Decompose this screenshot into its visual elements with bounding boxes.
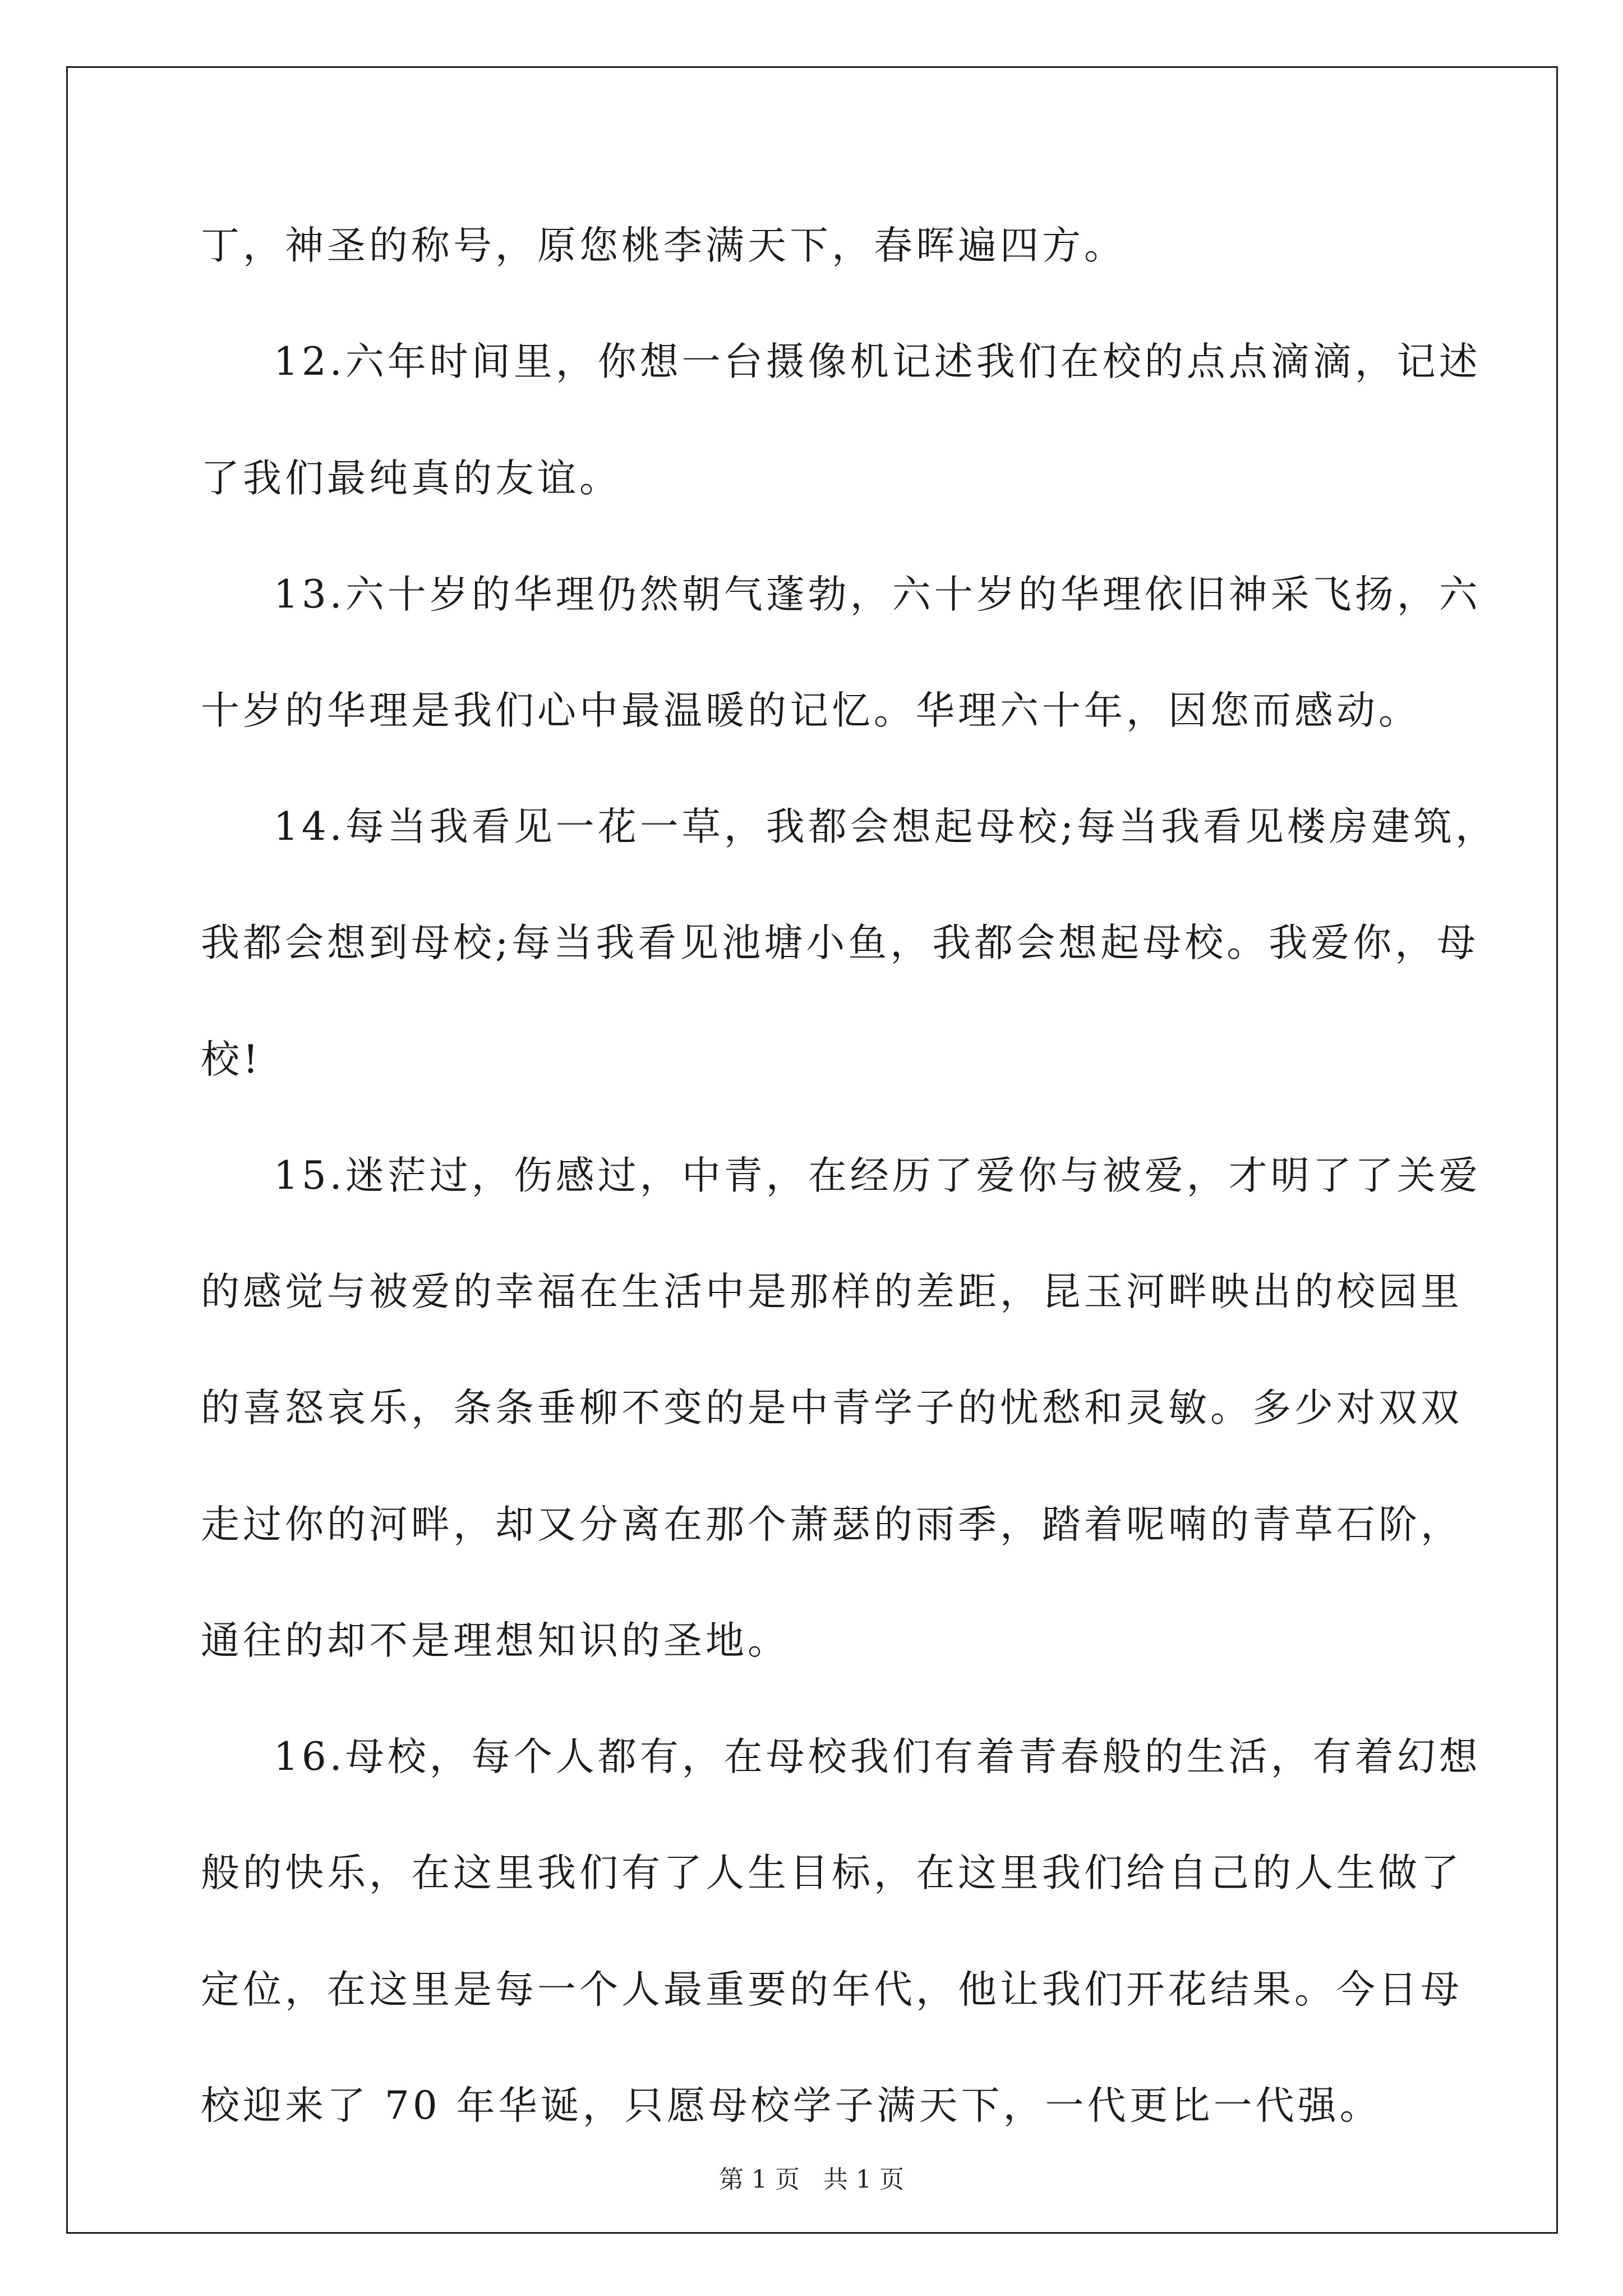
page-total: 共 1 页 [823, 2165, 904, 2194]
text-line: 的喜怒哀乐，条条垂柳不变的是中青学子的忧愁和灵敏。多少对双双 [201, 1386, 1463, 1430]
text-line: 般的快乐，在这里我们有了人生目标，在这里我们给自己的人生做了 [201, 1851, 1463, 1895]
paragraph-14-line: 14.每当我看见一花一草，我都会想起母校;每当我看见楼房建筑， [274, 804, 1497, 849]
text-line: 的感觉与被爱的幸福在生活中是那样的差距，昆玉河畔映出的校园里 [201, 1269, 1463, 1314]
paragraph-12-line: 12.六年时间里，你想一台摄像机记述我们在校的点点滴滴，记述 [274, 339, 1481, 384]
text-line: 校! [201, 1037, 262, 1082]
text-line: 定位，在这里是每一个人最重要的年代，他让我们开花结果。今日母 [201, 1967, 1463, 2012]
page-footer [0, 2164, 1623, 2196]
text-line: 我都会想到母校;每当我看见池塘小鱼，我都会想起母校。我爱你，母 [201, 921, 1479, 965]
text-line: 走过你的河畔，却又分离在那个萧瑟的雨季，踏着呢喃的青草石阶， [201, 1502, 1463, 1547]
page-border [66, 66, 1558, 2234]
page-number: 第 1 页 [719, 2165, 800, 2194]
text-line: 十岁的华理是我们心中最温暖的记忆。华理六十年，因您而感动。 [201, 688, 1421, 733]
text-line: 丁，神圣的称号，原您桃李满天下，春晖遍四方。 [201, 223, 1126, 268]
paragraph-16-line: 16.母校，每个人都有，在母校我们有着青春般的生活，有着幻想 [274, 1734, 1481, 1779]
text-line: 校迎来了 70 年华诞，只愿母校学子满天下，一代更比一代强。 [201, 2083, 1382, 2128]
text-line: 了我们最纯真的友谊。 [201, 456, 621, 501]
paragraph-13-line: 13.六十岁的华理仍然朝气蓬勃，六十岁的华理依旧神采飞扬，六 [274, 572, 1481, 617]
paragraph-15-line: 15.迷茫过，伤感过，中青，在经历了爱你与被爱，才明了了关爱 [274, 1153, 1481, 1198]
text-line: 通往的却不是理想知识的圣地。 [201, 1618, 790, 1663]
